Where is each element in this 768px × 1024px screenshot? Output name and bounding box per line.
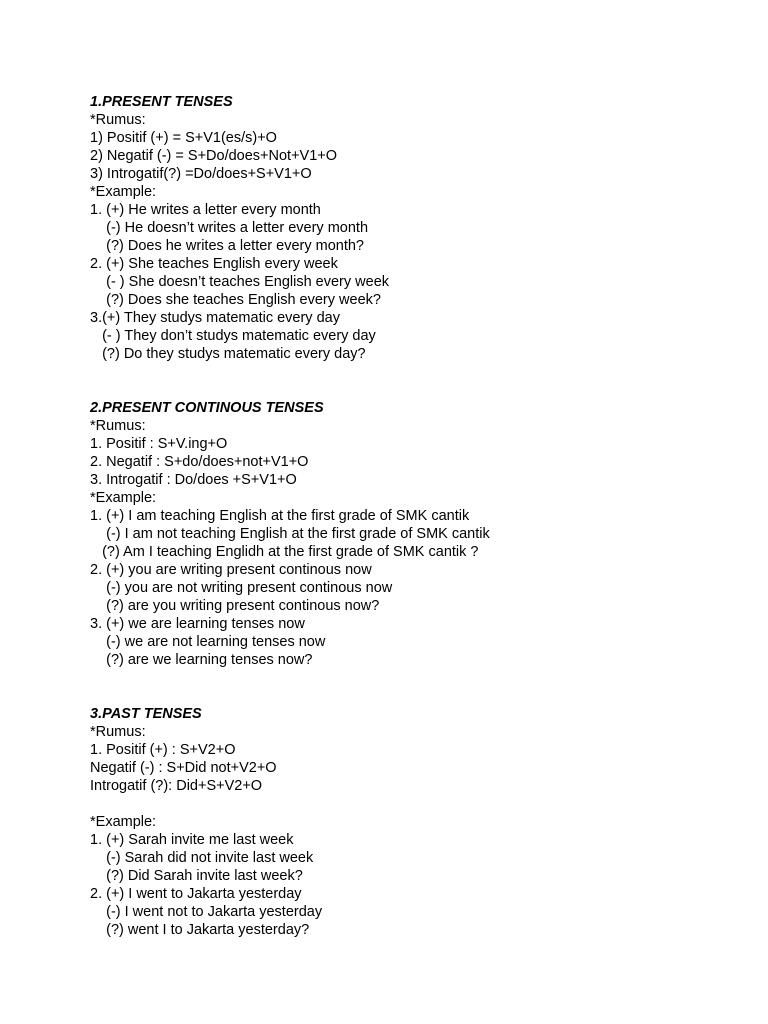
example-line: 1. (+) He writes a letter every month: [90, 202, 321, 218]
example-line: (-) you are not writing present continous now: [90, 580, 393, 596]
example-line: (-) I went not to Jakarta yesterday: [90, 904, 323, 920]
section-title: 1.PRESENT TENSES: [90, 94, 233, 110]
example-line: 2. (+) She teaches English every week: [90, 256, 338, 272]
example-line: 3.(+) They studys matematic every day: [90, 310, 340, 326]
example-line: (?) went I to Jakarta yesterday?: [90, 922, 310, 938]
example-label: *Example:: [90, 490, 157, 506]
example-line: (?) Am I teaching Englidh at the first grade of SMK cantik ?: [90, 544, 479, 560]
example-line: (?) Did Sarah invite last week?: [90, 868, 303, 884]
section-spacer: [90, 363, 730, 399]
formula-line: 2. Negatif : S+do/does+not+V1+O: [90, 454, 309, 470]
section-spacer: [90, 669, 730, 705]
example-label: *Example:: [90, 184, 157, 200]
section-title: 2.PRESENT CONTINOUS TENSES: [90, 400, 324, 416]
rumus-label: *Rumus:: [90, 112, 146, 128]
rumus-label: *Rumus:: [90, 724, 146, 740]
example-line: 1. (+) Sarah invite me last week: [90, 832, 294, 848]
example-line: (?) are you writing present continous now?: [90, 598, 380, 614]
formula-line: 1) Positif (+) = S+V1(es/s)+O: [90, 130, 277, 146]
formula-line: 1. Positif : S+V.ing+O: [90, 436, 228, 452]
example-line: (- ) She doesn’t teaches English every week: [90, 274, 390, 290]
section-present-continous-tenses: [90, 399, 730, 669]
example-line: (?) are we learning tenses now?: [90, 652, 313, 668]
rumus-label: *Rumus:: [90, 418, 146, 434]
example-line: (-) we are not learning tenses now: [90, 634, 326, 650]
example-line: (?) Does she teaches English every week?: [90, 292, 381, 308]
formula-line: 3. Introgatif : Do/does +S+V1+O: [90, 472, 297, 488]
formula-line: 3) Introgatif(?) =Do/does+S+V1+O: [90, 166, 312, 182]
example-line: (-) I am not teaching English at the first grade of SMK cantik: [90, 526, 490, 542]
section-title: 3.PAST TENSES: [90, 706, 202, 722]
formula-line: Negatif (-) : S+Did not+V2+O: [90, 760, 277, 776]
section-past-tenses: [90, 705, 730, 939]
example-line: (?) Do they studys matematic every day?: [90, 346, 366, 362]
example-line: (?) Does he writes a letter every month?: [90, 238, 364, 254]
example-line: 1. (+) I am teaching English at the first grade of SMK cantik: [90, 508, 470, 524]
example-line: 2. (+) you are writing present continous now: [90, 562, 372, 578]
example-label: *Example:: [90, 814, 157, 830]
document-page: [90, 93, 730, 939]
formula-line: 1. Positif (+) : S+V2+O: [90, 742, 236, 758]
example-line: (- ) They don’t studys matematic every day: [90, 328, 376, 344]
section-present-tenses: [90, 93, 730, 363]
formula-line: Introgatif (?): Did+S+V2+O: [90, 778, 263, 794]
blank-line: [90, 795, 730, 813]
example-line: 2. (+) I went to Jakarta yesterday: [90, 886, 302, 902]
example-line: (-) Sarah did not invite last week: [90, 850, 314, 866]
example-line: (-) He doesn’t writes a letter every month: [90, 220, 369, 236]
example-line: 3. (+) we are learning tenses now: [90, 616, 305, 632]
formula-line: 2) Negatif (-) = S+Do/does+Not+V1+O: [90, 148, 338, 164]
